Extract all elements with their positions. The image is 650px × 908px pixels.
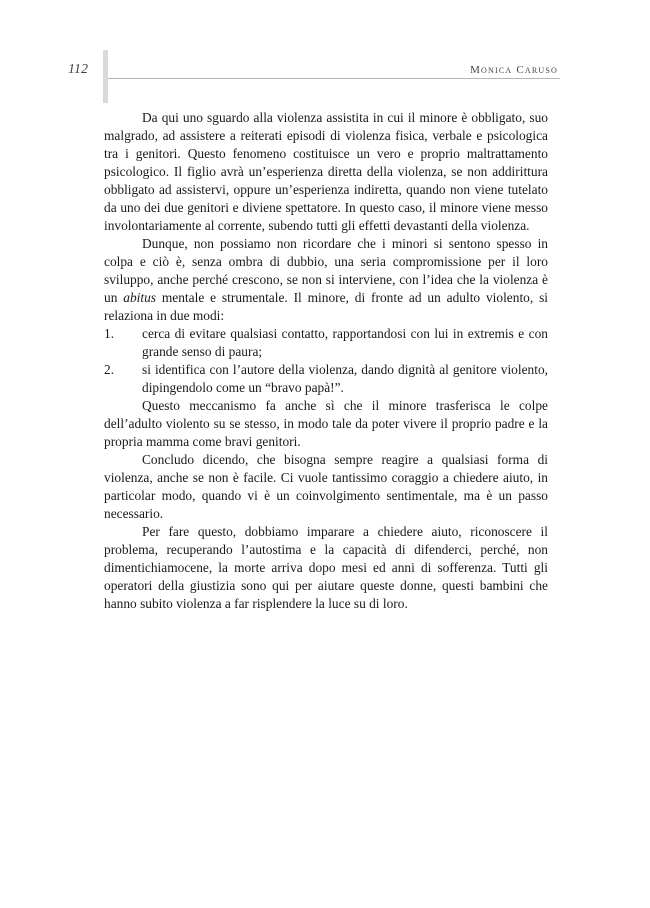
paragraph-4: Concludo dicendo, che bisogna sempre reagire a qualsiasi forma di violenza, anche se non è facile. Ci vuole tantissimo coraggio a chiedere aiuto, in particolar modo, quando vi è un coinvolgimento sentimentale, ma è un passo necessario. xyxy=(104,452,548,521)
paragraph-1: Da qui uno sguardo alla violenza assistita in cui il minore è obbligato, suo malgrado, ad assistere a reiterati episodi di violenza fisica, verbale e psicologica tra i genitori. Questo fenomeno costituisce un vero e proprio maltrattamento psicologico. Il figlio avrà un’esperienza diretta della violenza, se non addirittura obbligato ad assistervi, oppure un’esperienza indiretta, quando non viene tutelato da uno dei due genitori e diviene spettatore. In questo caso, il minore viene messo involontariamente al corrente, subendo tutti gli effetti devastanti della violenza. xyxy=(104,110,548,233)
body-text xyxy=(104,109,548,613)
running-head-author: Monica Caruso xyxy=(470,64,558,76)
header-rule xyxy=(108,78,560,79)
list-item-text: si identifica con l’autore della violenza, dando dignità al genitore violento, dipingendolo come un “bravo papà!”. xyxy=(142,362,548,395)
italic-term: abitus xyxy=(123,290,157,305)
paragraph-2-end: mentale e strumentale. Il minore, di fronte ad un adulto violento, si relaziona in due modi: xyxy=(104,290,548,323)
list-number: 2. xyxy=(104,362,115,377)
paragraph-2 xyxy=(104,235,548,325)
list-item-text: cerca di evitare qualsiasi contatto, rapportandosi con lui in extremis e con grande senso di paura; xyxy=(142,326,548,359)
paragraph-5: Per fare questo, dobbiamo imparare a chiedere aiuto, riconoscere il problema, recuperando l’autostima e la capacità di difenderci, perché, non dimentichiamocene, la morte arriva dopo mesi ed anni di sofferenza. Tutti gli operatori della giustizia sono qui per aiutare queste donne, questi bambini che hanno subito violenza a far risplendere la luce su di loro. xyxy=(104,524,548,611)
list-number: 1. xyxy=(104,326,115,341)
paragraph-3: Questo meccanismo fa anche sì che il minore trasferisca le colpe dell’adulto violento su se stesso, in modo tale da poter vivere il proprio padre e la propria mamma come bravi genitori. xyxy=(104,398,548,449)
gutter-bar xyxy=(103,50,108,103)
list-item xyxy=(104,325,548,361)
page-number: 112 xyxy=(68,62,88,77)
paragraph-2-start: Dunque, non possiamo non ricordare che i minori si sentono spesso in colpa e ciò è, senza ombra di dubbio, una seria compromissione per il loro sviluppo, anche perché crescono, se non si interviene, con l’idea che la violenza è un xyxy=(104,236,548,305)
list-item xyxy=(104,361,548,397)
